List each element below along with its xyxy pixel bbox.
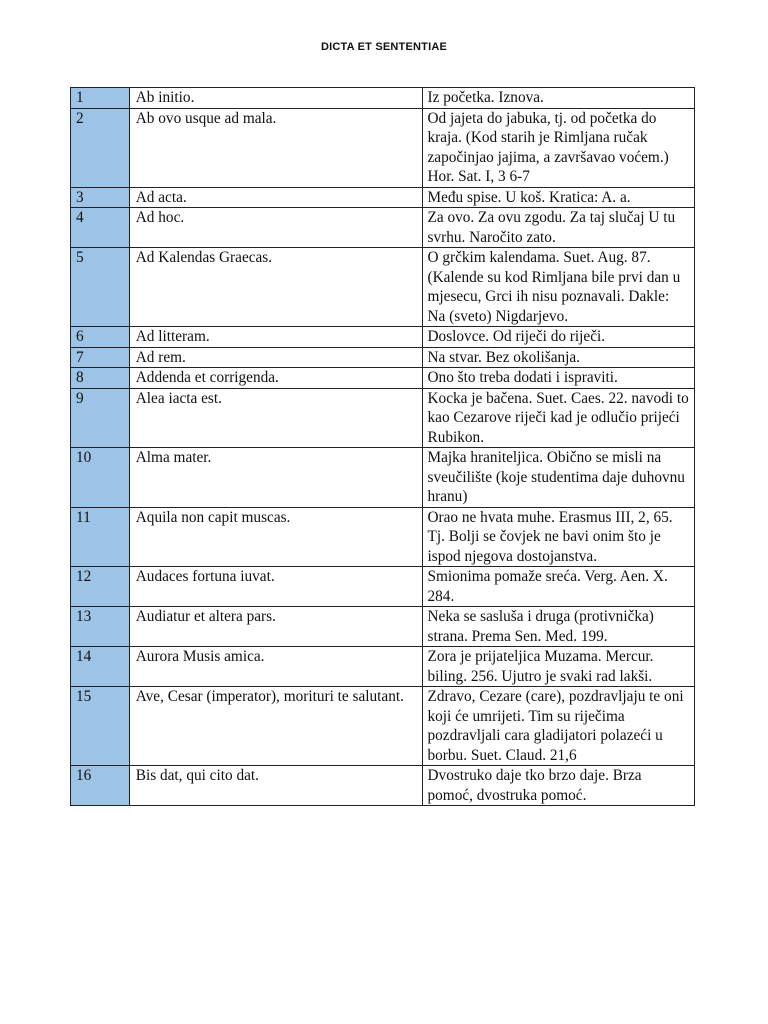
translation: Od jajeta do jabuka, tj. od početka do kraja. (Kod starih je Rimljana ručak započinjao jajima, a završavao voćem.) Hor. Sat. I, 3 6-7 (422, 108, 695, 187)
row-number: 1 (71, 88, 130, 109)
dicta-table-body (71, 88, 695, 806)
translation: Za ovo. Za ovu zgodu. Za taj slučaj U tu svrhu. Naročito zato. (422, 208, 695, 248)
translation: Na stvar. Bez okolišanja. (422, 347, 695, 368)
row-number: 8 (71, 368, 130, 389)
table-row (71, 108, 695, 187)
table-row (71, 567, 695, 607)
translation: Iz početka. Iznova. (422, 88, 695, 109)
latin-phrase: Aurora Musis amica. (129, 647, 422, 687)
table-row (71, 88, 695, 109)
latin-phrase: Addenda et corrigenda. (129, 368, 422, 389)
translation: Kocka je bačena. Suet. Caes. 22. navodi to kao Cezarove riječi kad je odlučio prijeći Rubikon. (422, 388, 695, 448)
row-number: 16 (71, 766, 130, 806)
latin-phrase: Bis dat, qui cito dat. (129, 766, 422, 806)
translation: Doslovce. Od riječi do riječi. (422, 327, 695, 348)
translation: Dvostruko daje tko brzo daje. Brza pomoć, dvostruka pomoć. (422, 766, 695, 806)
row-number: 7 (71, 347, 130, 368)
row-number: 6 (71, 327, 130, 348)
latin-phrase: Aquila non capit muscas. (129, 507, 422, 567)
dicta-table (70, 87, 695, 806)
latin-phrase: Ad acta. (129, 187, 422, 208)
latin-phrase: Audiatur et altera pars. (129, 607, 422, 647)
table-row (71, 607, 695, 647)
latin-phrase: Audaces fortuna iuvat. (129, 567, 422, 607)
row-number: 10 (71, 448, 130, 508)
translation: O grčkim kalendama. Suet. Aug. 87. (Kalende su kod Rimljana bile prvi dan u mjesecu, Grci ih nisu poznavali. Dakle: Na (sveto) Nigdarjevo. (422, 248, 695, 327)
latin-phrase: Alea iacta est. (129, 388, 422, 448)
row-number: 4 (71, 208, 130, 248)
document-title: DICTA ET SENTENTIAE (320, 41, 448, 53)
row-number: 9 (71, 388, 130, 448)
table-row (71, 248, 695, 327)
row-number: 13 (71, 607, 130, 647)
table-row (71, 208, 695, 248)
table-row (71, 388, 695, 448)
translation: Zora je prijateljica Muzama. Mercur. biling. 256. Ujutro je svaki rad lakši. (422, 647, 695, 687)
latin-phrase: Ave, Cesar (imperator), morituri te salutant. (129, 687, 422, 766)
translation: Ono što treba dodati i ispraviti. (422, 368, 695, 389)
translation: Neka se sasluša i druga (protivnička) strana. Prema Sen. Med. 199. (422, 607, 695, 647)
row-number: 2 (71, 108, 130, 187)
latin-phrase: Ad hoc. (129, 208, 422, 248)
table-row (71, 687, 695, 766)
table-row (71, 507, 695, 567)
row-number: 5 (71, 248, 130, 327)
row-number: 14 (71, 647, 130, 687)
table-row (71, 647, 695, 687)
latin-phrase: Ad litteram. (129, 327, 422, 348)
latin-phrase: Ab ovo usque ad mala. (129, 108, 422, 187)
latin-phrase: Alma mater. (129, 448, 422, 508)
table-row (71, 766, 695, 806)
table-row (71, 187, 695, 208)
latin-phrase: Ad Kalendas Graecas. (129, 248, 422, 327)
translation: Među spise. U koš. Kratica: A. a. (422, 187, 695, 208)
row-number: 11 (71, 507, 130, 567)
table-row (71, 368, 695, 389)
translation: Zdravo, Cezare (care), pozdravljaju te oni koji će umrijeti. Tim su riječima pozdravljali cara gladijatori polazeći u borbu. Suet. Claud. 21,6 (422, 687, 695, 766)
translation: Smionima pomaže sreća. Verg. Aen. X. 284. (422, 567, 695, 607)
latin-phrase: Ab initio. (129, 88, 422, 109)
row-number: 3 (71, 187, 130, 208)
translation: Orao ne hvata muhe. Erasmus III, 2, 65. Tj. Bolji se čovjek ne bavi onim što je ispod njegova dostojanstva. (422, 507, 695, 567)
row-number: 12 (71, 567, 130, 607)
table-row (71, 448, 695, 508)
translation: Majka hraniteljica. Obično se misli na sveučilište (koje studentima daje duhovnu hranu) (422, 448, 695, 508)
latin-phrase: Ad rem. (129, 347, 422, 368)
table-row (71, 347, 695, 368)
row-number: 15 (71, 687, 130, 766)
table-row (71, 327, 695, 348)
